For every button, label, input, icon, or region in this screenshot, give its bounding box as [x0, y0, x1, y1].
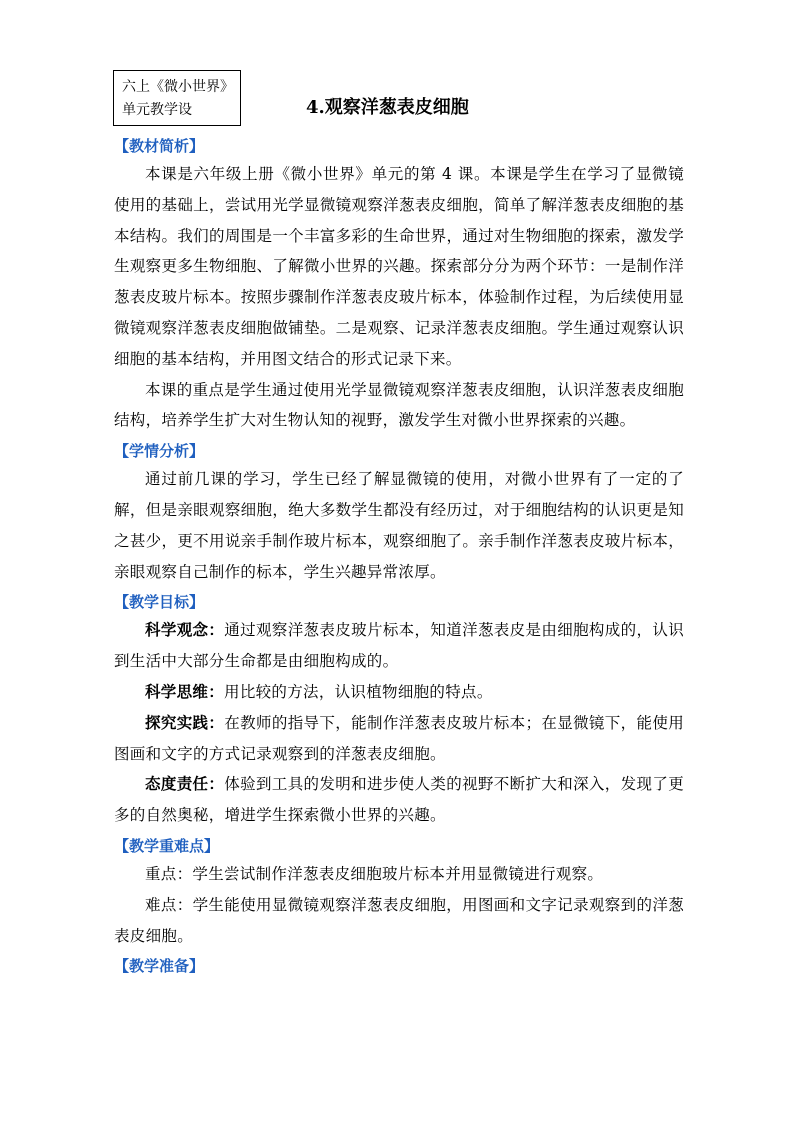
- heading-key-difficult-points: 【教学重难点】: [114, 836, 220, 855]
- goal-item: [114, 769, 684, 831]
- goal-text: 用比较的方法，认识植物细胞的特点。: [224, 682, 493, 701]
- goal-label: 科学观念：: [145, 621, 225, 640]
- unit-label-box: [113, 70, 241, 126]
- paragraph: 本课的重点是学生通过使用光学显微镜观察洋葱表皮细胞，认识洋葱表皮细胞结构，培养学生扩大对生物认知的视野，激发学生对微小世界探索的兴趣。: [114, 380, 684, 430]
- goal-label: 态度责任：: [145, 775, 225, 794]
- unit-label-text: 六上《微小世界》单元教学设: [122, 79, 227, 118]
- goal-label: 探究实践：: [145, 713, 225, 732]
- goal-text: 通过观察洋葱表皮玻片标本，知道洋葱表皮是由细胞构成的，认识到生活中大部分生命都是由细胞构成的。: [114, 621, 684, 671]
- goal-label: 科学思维：: [145, 682, 225, 701]
- goal-text: 体验到工具的发明和进步使人类的视野不断扩大和深入，发现了更多的自然奥秘，增进学生探索微小世界的兴趣。: [114, 775, 684, 825]
- goal-item: [114, 677, 684, 708]
- lesson-title: 4.观察洋葱表皮细胞: [306, 97, 469, 118]
- goal-item: [114, 708, 684, 770]
- paragraph: 本课是六年级上册《微小世界》单元的第 4 课。本课是学生在学习了显微镜使用的基础上，尝试用光学显微镜观察洋葱表皮细胞，简单了解洋葱表皮细胞的基本结构。我们的周围是一个丰富多彩的生命世界，通过对生物细胞的探索，激发学生观察更多生物细胞、了解微小世界的兴趣。探索部分分为两个环节：一是制作洋葱表皮玻片标本。按照步骤制作洋葱表皮玻片标本，体验制作过程，为后续使用显微镜观察洋葱表皮细胞做铺垫。二是观察、记录洋葱表皮细胞。学生通过观察认识细胞的基本结构，并用图文结合的形式记录下来。: [114, 165, 684, 368]
- heading-textbook-analysis: 【教材简析】: [114, 137, 205, 155]
- paragraph: 重点：学生尝试制作洋葱表皮细胞玻片标本并用显微镜进行观察。: [145, 864, 604, 883]
- heading-teaching-goals: 【教学目标】: [114, 593, 205, 612]
- document-body: [114, 131, 684, 979]
- heading-student-analysis: 【学情分析】: [114, 442, 205, 461]
- heading-teaching-preparation: 【教学准备】: [114, 957, 205, 976]
- paragraph: 通过前几课的学习，学生已经了解显微镜的使用，对微小世界有了一定的了解，但是亲眼观察细胞，绝大多数学生都没有经历过，对于细胞结构的认识更是知之甚少，更不用说亲手制作玻片标本，观察细胞了。亲手制作洋葱表皮玻片标本，亲眼观察自己制作的标本，学生兴趣异常浓厚。: [114, 470, 684, 581]
- goal-item: [114, 615, 684, 677]
- paragraph: 难点：学生能使用显微镜观察洋葱表皮细胞，用图画和文字记录观察到的洋葱表皮细胞。: [114, 895, 684, 945]
- goal-text: 在教师的指导下，能制作洋葱表皮玻片标本；在显微镜下，能使用图画和文字的方式记录观察到的洋葱表皮细胞。: [114, 713, 684, 763]
